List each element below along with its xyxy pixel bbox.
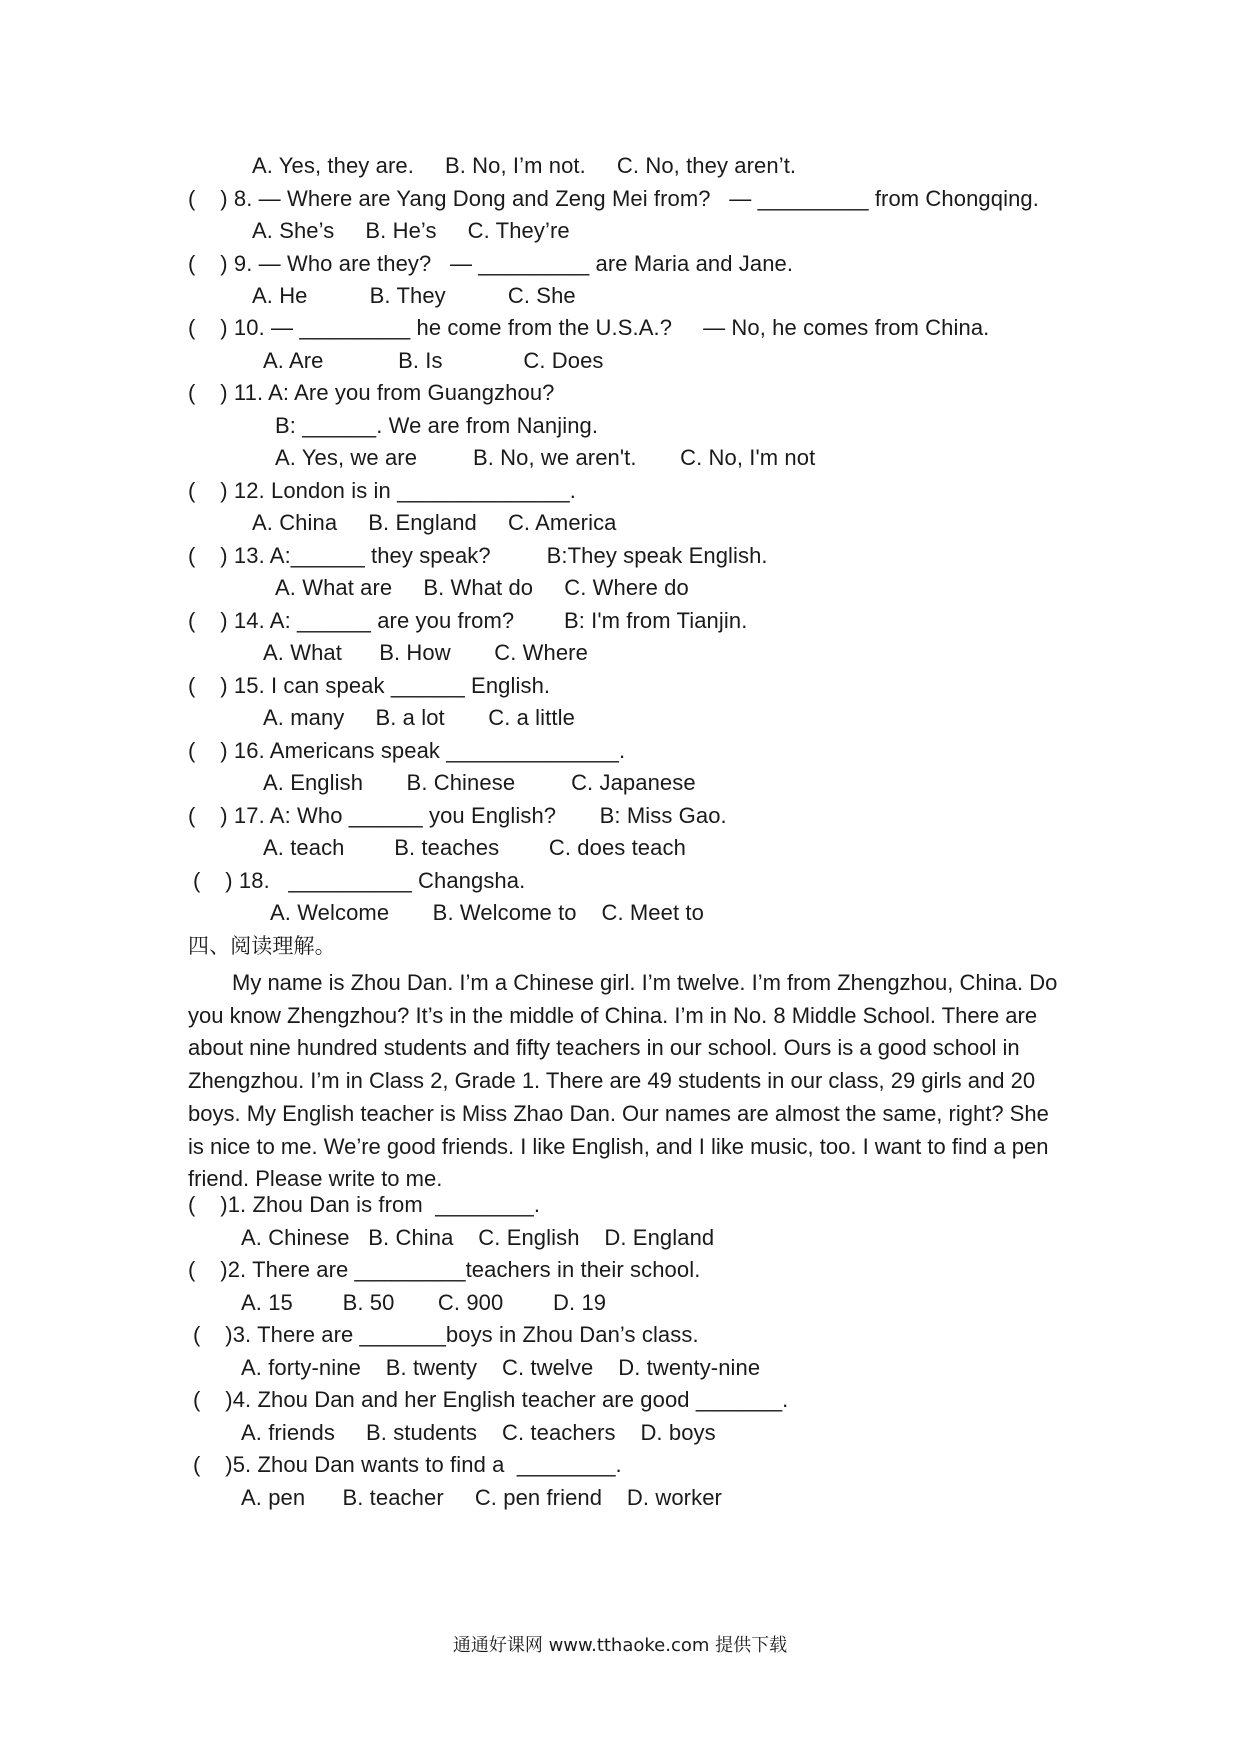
q12-options: A. China B. England C. America (252, 510, 617, 535)
rq1-options: A. Chinese B. China C. English D. England (241, 1225, 715, 1250)
rq5-options: A. pen B. teacher C. pen friend D. worker (241, 1485, 722, 1510)
q10-stem: ( ) 10. — _________ he come from the U.S.A.? — No, he comes from China. (188, 315, 990, 340)
q7-options: A. Yes, they are. B. No, I’m not. C. No, they aren’t. (252, 153, 797, 178)
q12-stem: ( ) 12. London is in ______________. (188, 478, 576, 503)
q8-stem: ( ) 8. — Where are Yang Dong and Zeng Mei from? — _________ from Chongqing. (188, 186, 1039, 211)
page-footer: 通通好课网 www.tthaoke.com 提供下载 (452, 1635, 788, 1656)
q16-options: A. English B. Chinese C. Japanese (263, 770, 696, 795)
rq4-stem: ( )4. Zhou Dan and her English teacher are good _______. (193, 1387, 789, 1412)
q8-options: A. She’s B. He’s C. They’re (252, 218, 570, 243)
rq3-stem: ( )3. There are _______boys in Zhou Dan’s class. (193, 1322, 699, 1347)
q14-stem: ( ) 14. A: ______ are you from? B: I'm from Tianjin. (188, 608, 748, 633)
q11-stem: ( ) 11. A: Are you from Guangzhou? (188, 380, 555, 405)
q15-options: A. many B. a lot C. a little (263, 705, 575, 730)
q13-options: A. What are B. What do C. Where do (275, 575, 689, 600)
passage-line: you know Zhengzhou? It’s in the middle of China. I’m in No. 8 Middle School. There are (188, 1002, 1038, 1028)
reading-passage (188, 967, 1060, 1196)
q17-options: A. teach B. teaches C. does teach (263, 835, 686, 860)
passage-line: friend. Please write to me. (188, 1166, 443, 1192)
q15-stem: ( ) 15. I can speak ______ English. (188, 673, 551, 698)
q11-dialogue: B: ______. We are from Nanjing. (275, 413, 599, 438)
q11-options: A. Yes, we are B. No, we aren't. C. No, I'm not (275, 445, 816, 470)
passage-line: Zhengzhou. I’m in Class 2, Grade 1. There are 49 students in our class, 29 girls and 20 (188, 1068, 1036, 1094)
rq2-options: A. 15 B. 50 C. 900 D. 19 (241, 1290, 607, 1315)
passage-line: My name is Zhou Dan. I’m a Chinese girl. I’m twelve. I’m from Zhengzhou, China. Do (232, 970, 1058, 995)
rq2-stem: ( )2. There are _________teachers in their school. (188, 1257, 701, 1282)
q10-options: A. Are B. Is C. Does (263, 348, 604, 373)
q14-options: A. What B. How C. Where (263, 640, 588, 665)
q17-stem: ( ) 17. A: Who ______ you English? B: Miss Gao. (188, 803, 727, 828)
rq5-stem: ( )5. Zhou Dan wants to find a ________. (193, 1452, 622, 1477)
section-heading-reading: 四、阅读理解。 (188, 934, 336, 958)
q16-stem: ( ) 16. Americans speak ______________. (188, 738, 626, 763)
q18-options: A. Welcome B. Welcome to C. Meet to (270, 900, 704, 925)
passage-line: is nice to me. We’re good friends. I like English, and I like music, too. I want to find a pen (188, 1133, 1049, 1159)
q9-options: A. He B. They C. She (252, 283, 576, 308)
q13-stem: ( ) 13. A:______ they speak? B:They speak English. (188, 543, 768, 568)
q18-stem: ( ) 18. __________ Changsha. (193, 868, 526, 893)
passage-line: boys. My English teacher is Miss Zhao Dan. Our names are almost the same, right? She (188, 1100, 1049, 1126)
rq3-options: A. forty-nine B. twenty C. twelve D. twenty-nine (241, 1355, 761, 1380)
rq1-stem: ( )1. Zhou Dan is from ________. (188, 1192, 541, 1217)
rq4-options: A. friends B. students C. teachers D. boys (241, 1420, 716, 1445)
passage-line: about nine hundred students and fifty teachers in our school. Ours is a good school in (188, 1035, 1020, 1061)
q9-stem: ( ) 9. — Who are they? — _________ are Maria and Jane. (188, 251, 794, 276)
